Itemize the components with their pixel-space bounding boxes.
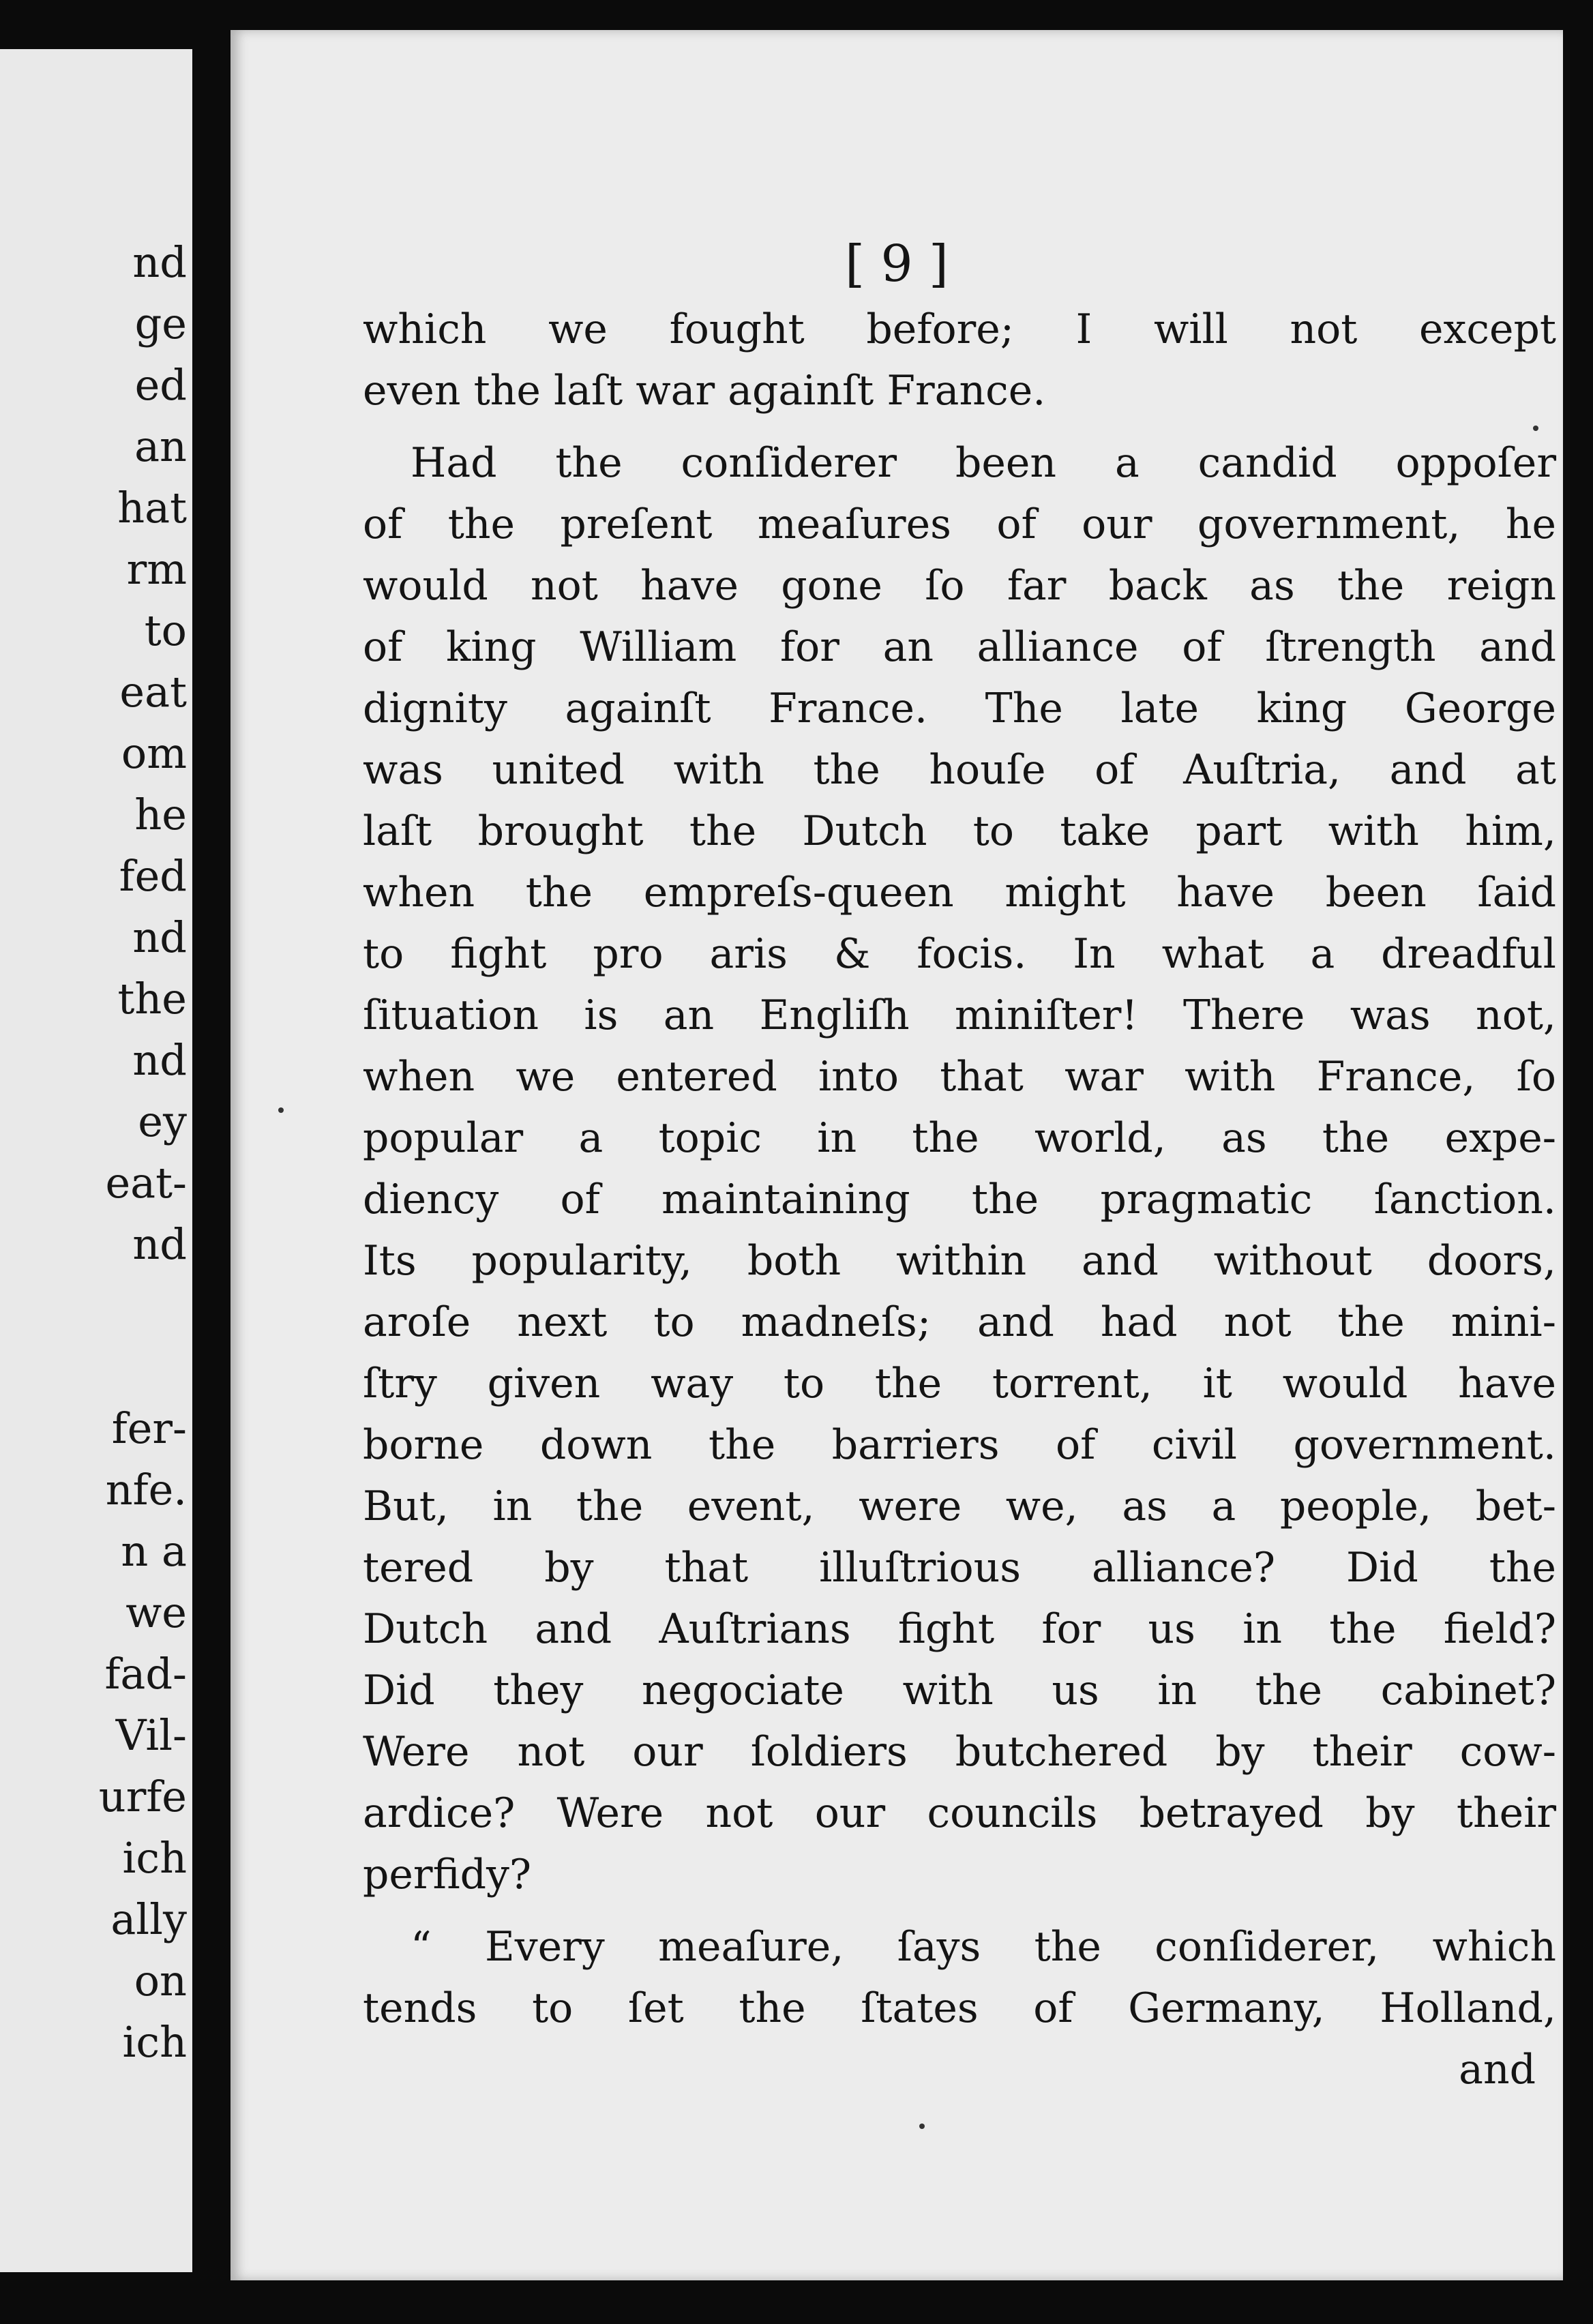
text-line: even the laſt war againſt France. <box>363 367 1046 415</box>
left-line-fragment: ey <box>138 1097 187 1146</box>
left-line-fragment: ally <box>110 1894 187 1944</box>
text-line: ardice? Were not our councils betrayed by their <box>363 1789 1556 1837</box>
left-page-line-fragments <box>10 232 187 2073</box>
left-line-fragment: nd <box>132 1219 187 1269</box>
text-line: “ Every meaſure, ſays the conſiderer, which <box>411 1923 1556 1971</box>
left-line-fragment: fed <box>119 851 187 901</box>
left-line-fragment: nfe. <box>105 1465 187 1515</box>
text-line: tends to ſet the ſtates of Germany, Holland, <box>363 1984 1556 2032</box>
right-page <box>230 30 1563 2280</box>
left-line-fragment: the <box>117 974 187 1024</box>
left-line-fragment: ed <box>134 360 187 410</box>
left-line-fragment: om <box>121 728 187 778</box>
left-line-fragment: he <box>134 790 187 839</box>
text-line: which we fought before; I will not except <box>363 306 1556 353</box>
page-number: [ 9 ] <box>845 235 949 293</box>
text-line: borne down the barriers of civil government. <box>363 1421 1556 1469</box>
paragraph-1 <box>363 299 1556 421</box>
book-gutter <box>192 0 230 2324</box>
text-line: perfidy? <box>363 1851 532 1898</box>
left-line-fragment: fad- <box>104 1649 187 1699</box>
paragraph-3 <box>363 1916 1556 2039</box>
text-line: dignity againſt France. The late king George <box>363 685 1556 732</box>
text-line: would not have gone ſo far back as the reign <box>363 562 1556 610</box>
text-line: Dutch and Auſtrians fight for us in the field? <box>363 1605 1556 1653</box>
print-speck <box>278 1107 284 1113</box>
text-line: diency of maintaining the pragmatic ſanction. <box>363 1176 1556 1223</box>
text-line: Did they negociate with us in the cabinet? <box>363 1667 1556 1714</box>
text-line: of king William for an alliance of ſtrength and <box>363 623 1556 671</box>
catchword: and <box>1459 2046 1536 2094</box>
text-line: popular a topic in the world, as the expe- <box>363 1114 1556 1162</box>
left-line-fragment: hat <box>117 483 187 533</box>
left-line-fragment: n a <box>121 1526 187 1576</box>
text-line: aroſe next to madneſs; and had not the mini- <box>363 1298 1556 1346</box>
left-line-fragment: eat <box>119 667 187 717</box>
text-line: ſituation is an Engliſh miniſter! There was not, <box>363 992 1556 1039</box>
left-line-fragment: we <box>125 1588 187 1637</box>
left-line-fragment: urfe <box>98 1772 187 1821</box>
left-line-fragment: nd <box>132 237 187 287</box>
left-line-fragment <box>10 1275 187 1337</box>
text-line: when we entered into that war with France, ſo <box>363 1053 1556 1101</box>
text-line: But, in the event, were we, as a people, bet- <box>363 1483 1556 1530</box>
left-line-fragment: on <box>134 1956 187 2006</box>
left-line-fragment: ich <box>122 1833 187 1883</box>
text-line: ſtry given way to the torrent, it would have <box>363 1360 1556 1407</box>
print-speck <box>919 2124 925 2129</box>
left-line-fragment: ge <box>134 299 187 348</box>
text-line: laſt brought the Dutch to take part with him, <box>363 807 1556 855</box>
left-line-fragment: fer- <box>111 1403 187 1453</box>
text-line: Had the conſiderer been a candid oppoſer <box>411 439 1556 487</box>
print-speck <box>1533 426 1538 431</box>
left-line-fragment: nd <box>132 912 187 962</box>
text-line: tered by that illuſtrious alliance? Did the <box>363 1544 1556 1592</box>
text-line: of the preſent meaſures of our government, he <box>363 501 1556 548</box>
left-line-fragment <box>10 1337 187 1398</box>
text-line: Were not our ſoldiers butchered by their cow- <box>363 1728 1556 1776</box>
left-line-fragment: Vil- <box>115 1710 187 1760</box>
text-line: Its popularity, both within and without doors, <box>363 1237 1556 1285</box>
left-line-fragment: ich <box>122 2017 187 2067</box>
left-line-fragment: nd <box>132 1035 187 1085</box>
text-line: was united with the houſe of Auſtria, and at <box>363 746 1556 794</box>
left-line-fragment: eat- <box>105 1158 187 1208</box>
left-line-fragment: an <box>134 421 187 471</box>
text-line: to fight pro aris & focis. In what a dreadful <box>363 930 1556 978</box>
text-line: when the empreſs-queen might have been ſaid <box>363 869 1556 917</box>
left-line-fragment: rm <box>126 544 187 594</box>
page-body-text <box>363 299 1556 2100</box>
left-page-fragment <box>0 49 192 2272</box>
paragraph-2 <box>363 432 1556 1905</box>
left-line-fragment: to <box>144 606 187 655</box>
